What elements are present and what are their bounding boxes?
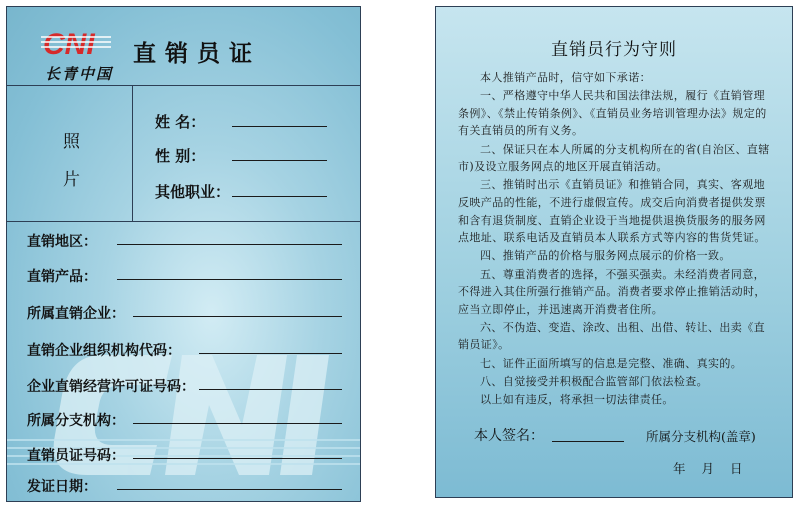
divider	[7, 85, 360, 86]
photo-area: 照 片	[63, 132, 80, 190]
company-label: 所属直销企业：	[27, 306, 125, 322]
company-field[interactable]	[133, 316, 342, 317]
sales-region-field[interactable]	[117, 244, 342, 245]
branch-field[interactable]	[133, 423, 342, 424]
branch-seal-label: 所属分支机构(盖章)	[646, 429, 756, 444]
license-number-field[interactable]	[199, 389, 342, 390]
conduct-rule: 七、证件正面所填写的信息是完整、准确、真实的。	[480, 356, 743, 370]
other-job-field[interactable]	[232, 196, 327, 197]
other-job-label: 其他职业：	[155, 183, 231, 201]
conduct-rule: 五、尊重消费者的选择，不强买强卖。未经消费者同意，不得进入其住所强行推销产品。消费者要求停止推销活动时，应当立即停止，并迅速离开消费者住所。	[458, 267, 766, 316]
org-code-field[interactable]	[199, 353, 342, 354]
conduct-rule: 四、推销产品的价格与服务网点展示的价格一致。	[480, 249, 731, 263]
cert-number-field[interactable]	[133, 458, 342, 459]
name-field[interactable]	[232, 126, 327, 127]
conduct-title: 直销员行为守则	[551, 40, 677, 60]
conduct-rule: 六、不伪造、变造、涂改、出租、出借、转让、出卖《直销员证》。	[458, 320, 765, 352]
branch-label: 所属分支机构：	[27, 413, 125, 429]
conduct-intro: 本人推销产品时，信守如下承诺：	[480, 71, 651, 84]
cni-logo-icon	[41, 27, 111, 59]
brand-name: 长青中国	[45, 65, 114, 83]
name-label: 姓 名：	[155, 113, 206, 131]
conduct-rule: 三、推销时出示《直销员证》和推销合同，真实、客观地反映产品的性能，不进行虚假宣传。成交后向消费者提供发票和含有退货制度、直销企业设于当地提供退换货服务的服务网点地址、联系电话及直销员本人联系方式等内容的售货凭证。	[458, 178, 766, 245]
gender-field[interactable]	[232, 160, 327, 161]
gender-label: 性 别：	[155, 147, 206, 165]
sales-product-label: 直销产品：	[27, 269, 97, 285]
id-card-front	[6, 6, 361, 502]
code-of-conduct-card	[435, 6, 793, 498]
cert-number-label: 直销员证号码：	[27, 448, 125, 464]
sales-region-label: 直销地区：	[27, 234, 97, 250]
conduct-closing: 以上如有违反，将承担一切法律责任。	[480, 393, 674, 407]
svg-text:CNI: CNI	[43, 28, 95, 59]
conduct-rule: 一、严格遵守中华人民共和国法律法规，履行《直销管理条例》、《禁止传销条例》、《直销员业务培训管理办法》规定的有关直销员的所有义务。	[458, 89, 767, 138]
date-label: 年 月 日	[673, 461, 749, 476]
signature-field[interactable]	[552, 441, 624, 442]
divider	[7, 221, 360, 222]
issue-date-field[interactable]	[117, 489, 342, 490]
conduct-rule: 八、自觉接受并积极配合监管部门依法检查。	[480, 374, 708, 388]
conduct-rule: 二、保证只在本人所属的分支机构所在的省(自治区、直辖市)及设立服务网点的地区开展直销活动。	[458, 142, 770, 174]
org-code-label: 直销企业组织机构代码：	[27, 343, 181, 359]
issue-date-label: 发证日期：	[27, 479, 97, 495]
license-number-label: 企业直销经营许可证号码：	[27, 379, 195, 395]
conduct-text	[458, 69, 776, 409]
sales-product-field[interactable]	[117, 279, 342, 280]
signature-label: 本人签名：	[474, 428, 544, 444]
divider	[132, 85, 133, 221]
card-title: 直销员证	[133, 41, 261, 67]
